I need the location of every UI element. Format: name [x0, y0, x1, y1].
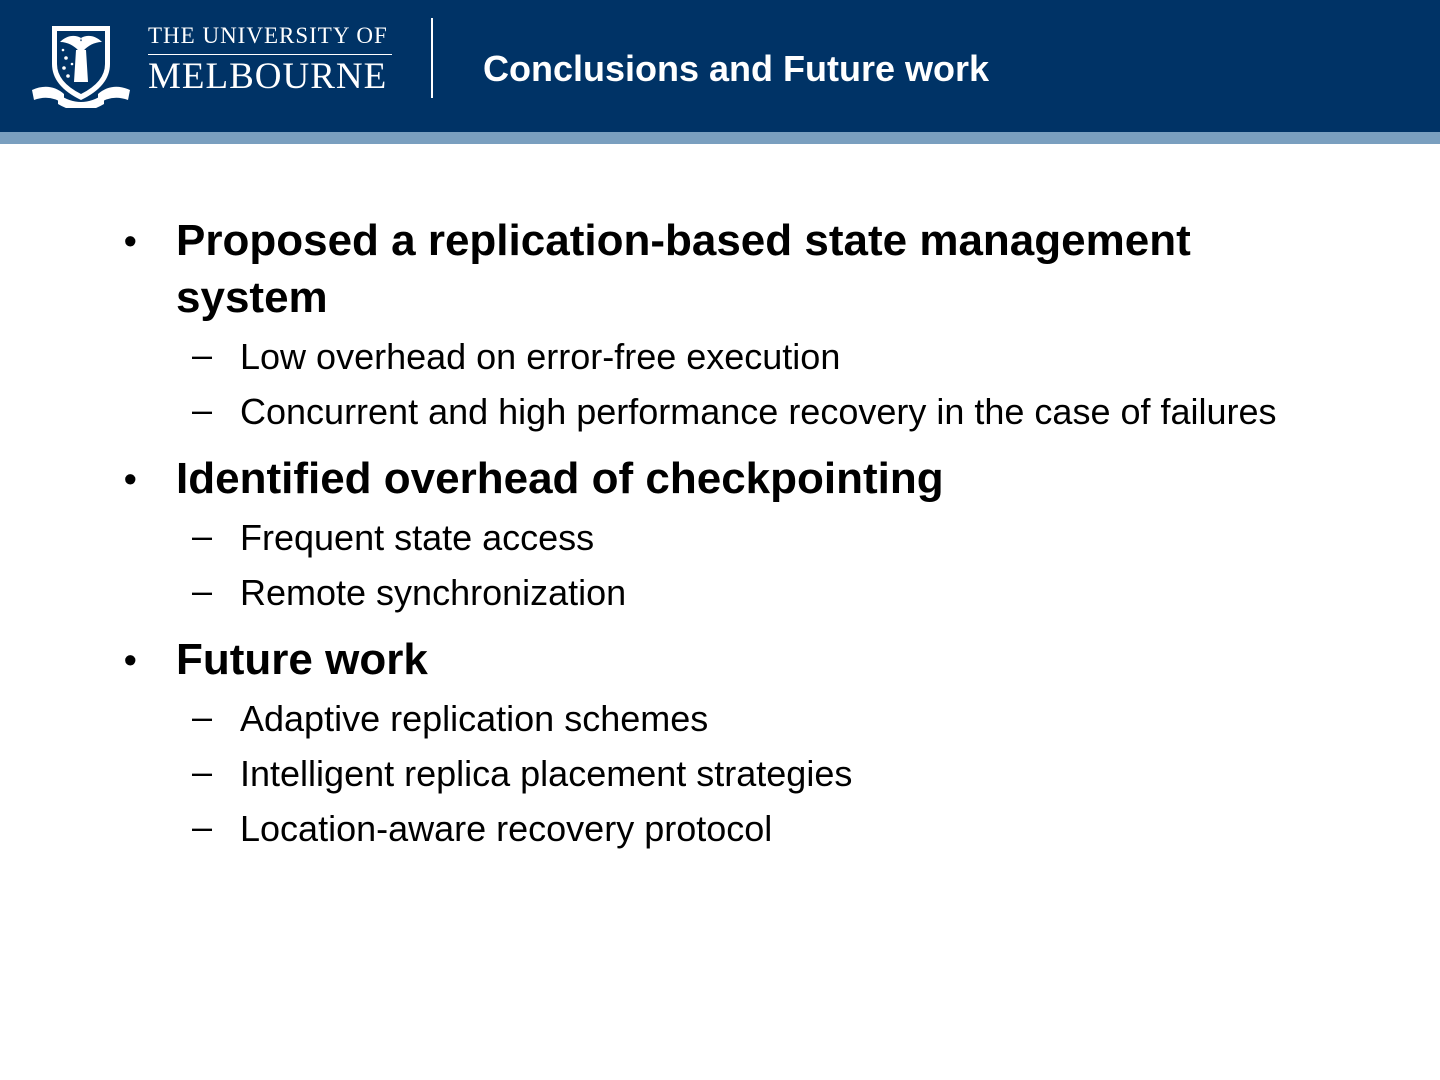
sub-bullet-item: [120, 388, 1320, 436]
dash-marker: –: [192, 389, 213, 430]
bullet-marker: •: [124, 458, 137, 499]
dash-marker: –: [192, 570, 213, 611]
dash-marker: –: [192, 334, 213, 375]
sub-bullet-text: Low overhead on error-free execution: [240, 336, 841, 377]
slide-title: Conclusions and Future work: [483, 48, 990, 89]
sub-bullet-item: [120, 805, 1320, 853]
bullet-item: [120, 212, 1320, 326]
bullet-marker: •: [124, 639, 137, 680]
header-stripe: [0, 132, 1440, 144]
university-crest-logo: [30, 20, 132, 108]
wordmark-line2: MELBOURNE: [148, 56, 388, 97]
sub-bullet-text: Remote synchronization: [240, 572, 627, 613]
sub-bullet-text: Frequent state access: [240, 517, 595, 558]
sub-bullet-text: Location-aware recovery protocol: [240, 808, 773, 849]
dash-marker: –: [192, 696, 213, 737]
bullet-text: Identified overhead of checkpointing: [176, 454, 944, 503]
sub-bullet-item: [120, 333, 1320, 381]
sub-bullet-text: Concurrent and high performance recovery in the case of failures: [240, 391, 1277, 432]
wordmark-line1: THE UNIVERSITY OF: [148, 22, 392, 55]
sub-bullet-item: [120, 695, 1320, 743]
dash-marker: –: [192, 751, 213, 792]
bullet-item: [120, 450, 1320, 507]
bullet-group-2: [120, 450, 1320, 617]
university-wordmark: [148, 22, 392, 99]
slide-header: [0, 0, 1440, 132]
bullet-group-3: [120, 631, 1320, 853]
sub-bullet-text: Intelligent replica placement strategies: [240, 753, 853, 794]
slide-body: [120, 204, 1320, 853]
bullet-item: [120, 631, 1320, 688]
sub-bullet-item: [120, 750, 1320, 798]
sub-bullet-item: [120, 569, 1320, 617]
bullet-text: Proposed a replication-based state management system: [176, 216, 1191, 322]
sub-bullet-item: [120, 514, 1320, 562]
header-divider: [431, 18, 433, 98]
bullet-text: Future work: [176, 635, 428, 684]
sub-bullet-text: Adaptive replication schemes: [240, 698, 709, 739]
bullet-marker: •: [124, 220, 137, 261]
dash-marker: –: [192, 515, 213, 556]
bullet-group-1: [120, 212, 1320, 436]
dash-marker: –: [192, 806, 213, 847]
